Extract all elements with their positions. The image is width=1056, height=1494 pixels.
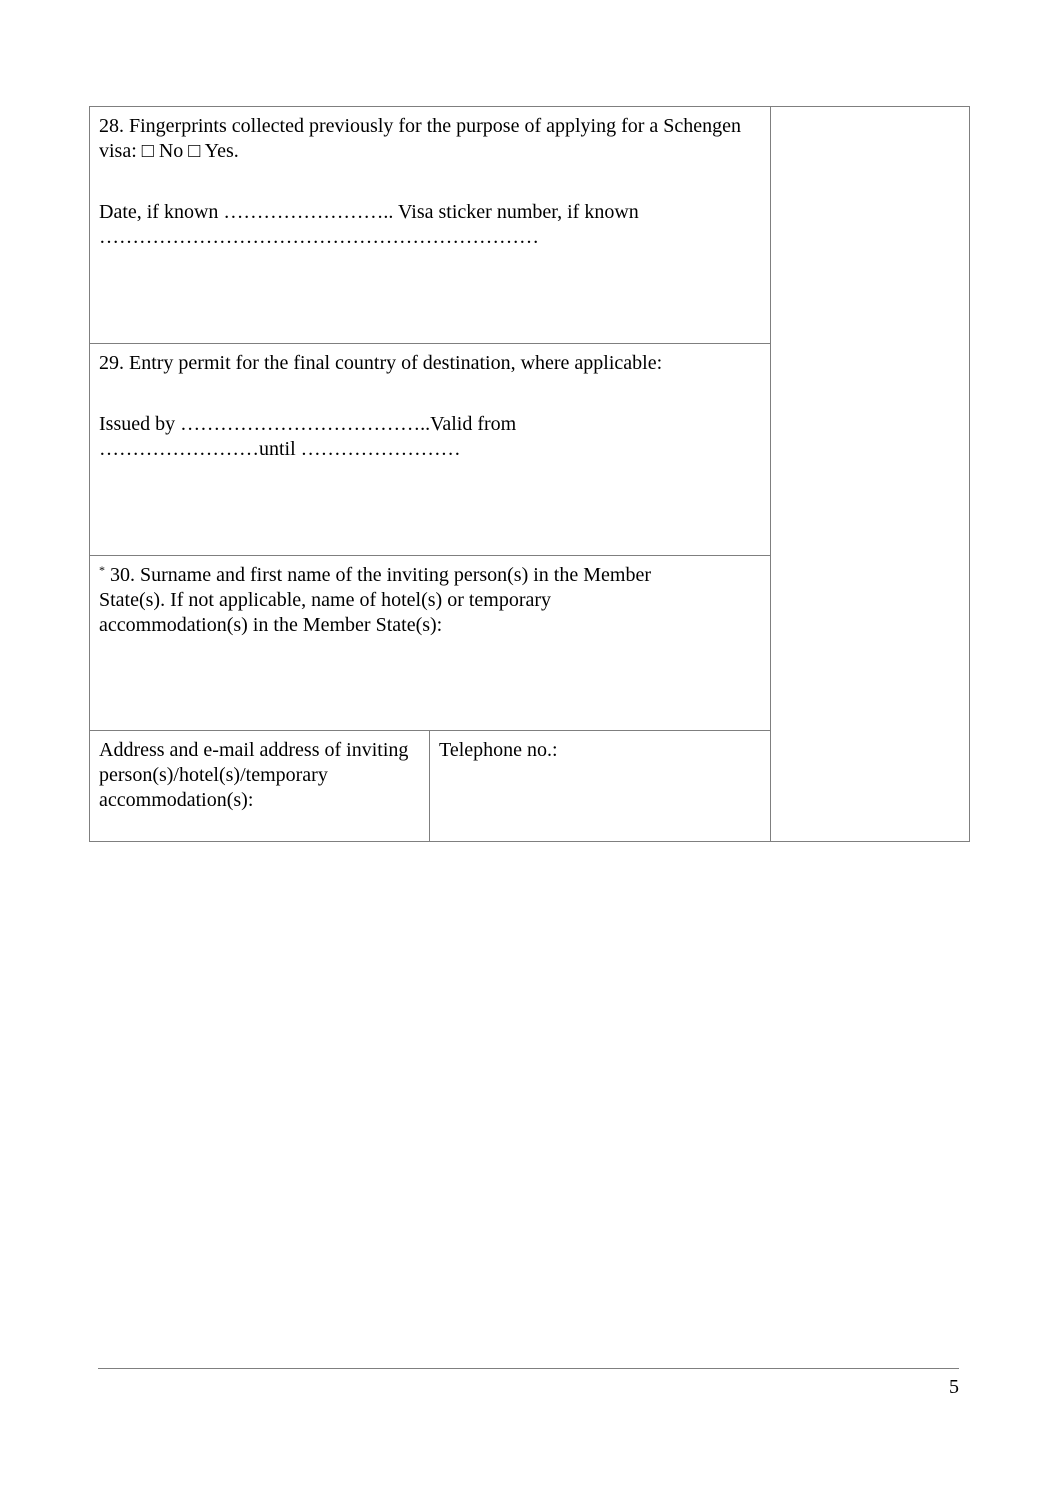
field-28-question: 28. Fingerprints collected previously for the purpose of applying for a Schengen visa: □ No □ Yes. [99, 115, 742, 162]
field-30-cell[interactable] [90, 556, 771, 731]
field-29-cell[interactable] [90, 344, 771, 556]
field-30-question: 30. Surname and first name of the inviting person(s) in the Member State(s). If not applicable, name of hotel(s) or temporary accommodation(s) in the Member State(s): [99, 564, 651, 636]
required-marker: * [99, 563, 105, 577]
address-label: Address and e-mail address of inviting person(s)/hotel(s)/temporary accommodation(s): [99, 739, 409, 811]
field-28-date-line: Date, if known …………………….. Visa sticker number, if known [99, 201, 639, 223]
field-29-question: 29. Entry permit for the final country of destination, where applicable: [99, 352, 663, 374]
address-cell[interactable] [90, 731, 430, 842]
official-use-column [771, 107, 970, 842]
field-28-dots-line: ………………………………………………………… [99, 226, 539, 248]
field-29-until-line: ……………………until …………………… [99, 438, 461, 460]
visa-application-form-table [89, 106, 970, 842]
telephone-cell[interactable] [430, 731, 771, 842]
telephone-label: Telephone no.: [439, 739, 558, 761]
field-30-question-block [99, 563, 660, 638]
page-number: 5 [949, 1376, 959, 1398]
field-28-cell[interactable] [90, 107, 771, 344]
footer-divider [98, 1368, 959, 1369]
field-29-issued-line: Issued by ………………………………..Valid from [99, 413, 517, 435]
